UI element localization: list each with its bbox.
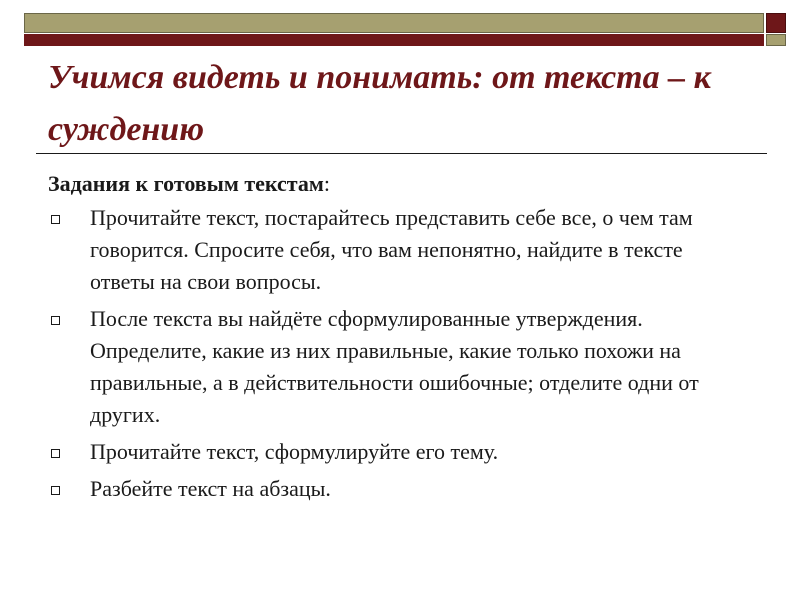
hollow-square-icon: [51, 215, 60, 224]
task-item: [48, 473, 748, 505]
olive-band: [24, 13, 764, 33]
intro-heading: Задания к готовым текстам: [48, 171, 324, 196]
hollow-square-icon: [51, 316, 60, 325]
hollow-square-icon: [51, 449, 60, 458]
task-text: После текста вы найдёте сформулированные утверждения. Определите, какие из них правильные, какие только похожи на правильные, а в действительности ошибочные; отделите одни от других.: [90, 306, 699, 427]
slide-title: Учимся видеть и понимать: от текста – к суждению: [48, 59, 711, 148]
olive-square: [766, 34, 786, 46]
slide-body: [48, 168, 748, 510]
task-text: Разбейте текст на абзацы.: [90, 476, 331, 501]
maroon-band: [24, 34, 764, 46]
intro-colon: :: [323, 171, 330, 196]
task-item: [48, 202, 748, 298]
task-item: [48, 303, 748, 431]
task-list: [48, 202, 748, 505]
intro-line: [48, 168, 748, 200]
task-text: Прочитайте текст, сформулируйте его тему.: [90, 439, 499, 464]
task-text: Прочитайте текст, постарайтесь представить себе все, о чем там говорится. Спросите себя, что вам непонятно, найдите в тексте ответы на свои вопросы.: [90, 205, 693, 294]
maroon-square: [766, 13, 786, 33]
hollow-square-icon: [51, 486, 60, 495]
task-item: [48, 436, 748, 468]
title-divider: [36, 153, 767, 154]
